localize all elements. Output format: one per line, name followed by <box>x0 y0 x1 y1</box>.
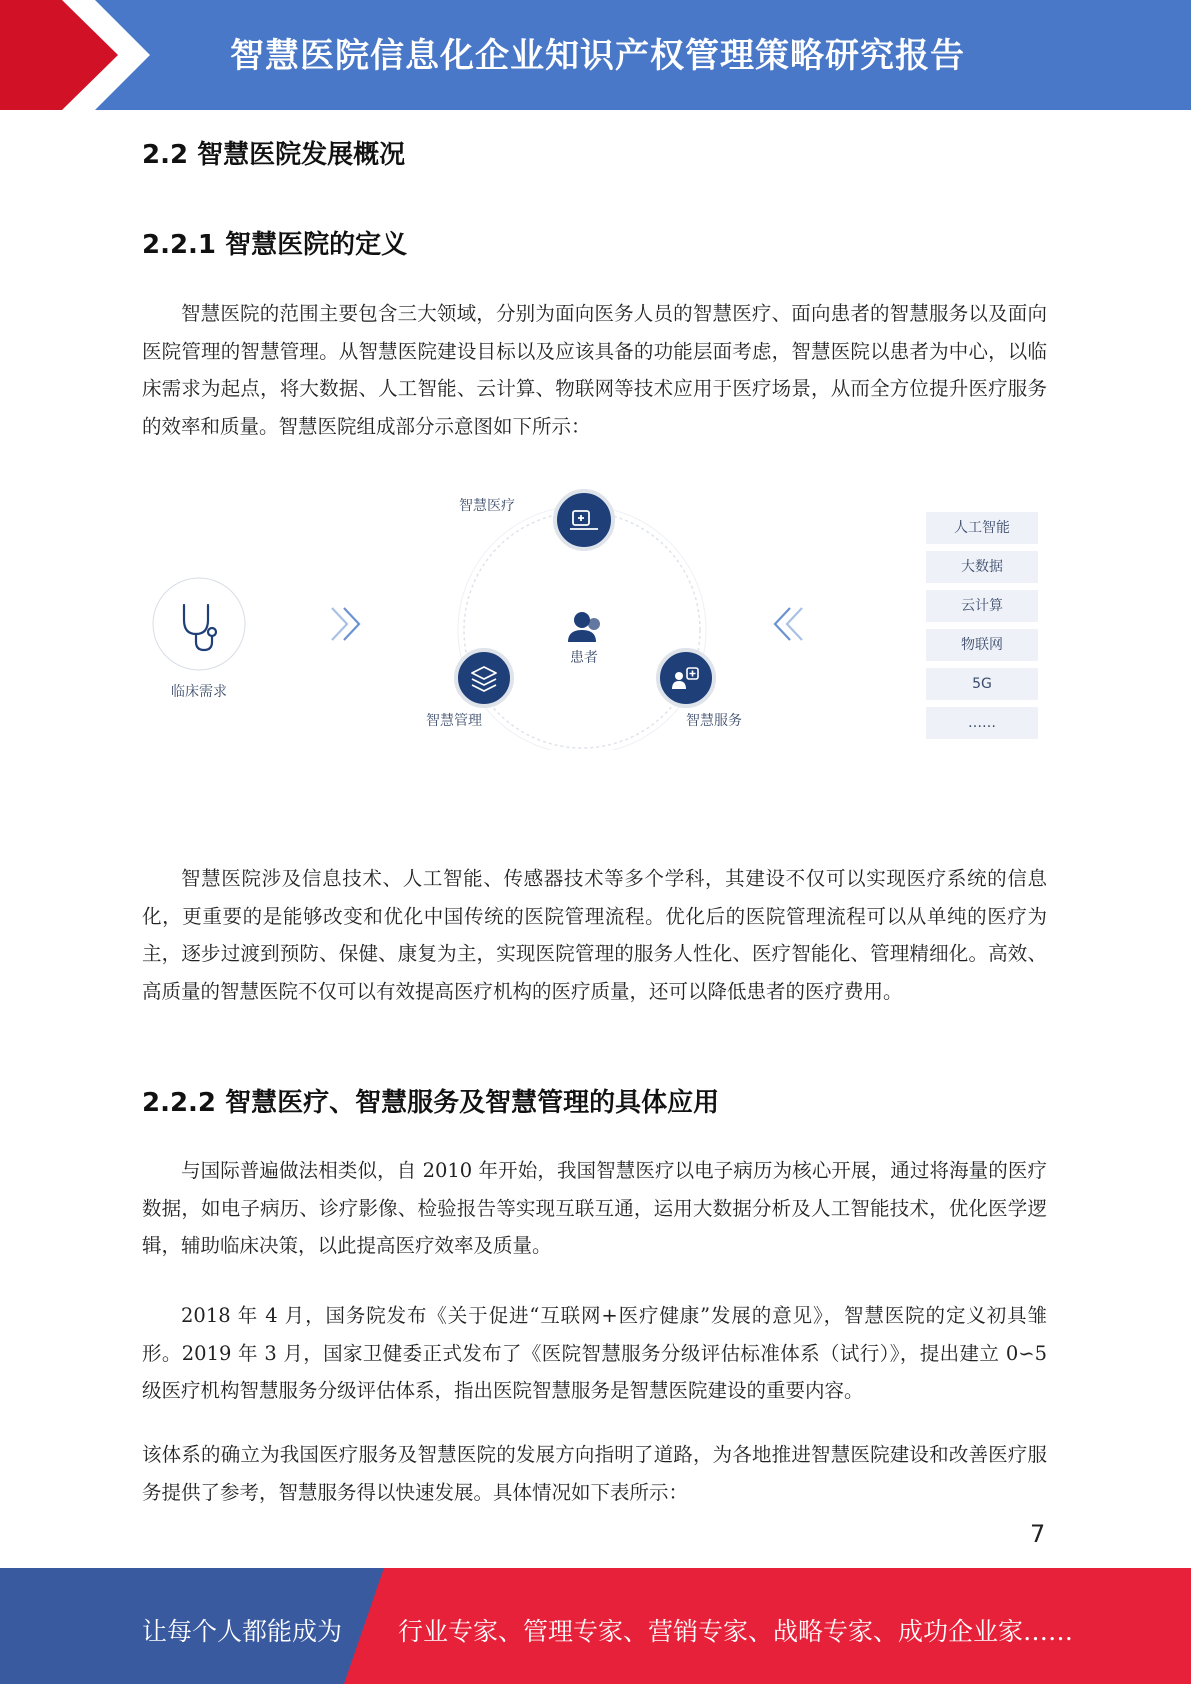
stethoscope-icon <box>184 605 216 650</box>
tech-item-cloud: 云计算 <box>926 590 1038 622</box>
double-arrow-right-icon <box>332 608 359 640</box>
tech-item-big-data: 大数据 <box>926 551 1038 583</box>
paragraph-emr: 与国际普遍做法相类似，自 2010 年开始，我国智慧医疗以电子病历为核心开展，通过将海量的医疗数据，如电子病历、诊疗影像、检验报告等实现互联互通，运用大数据分析及人工智能技术，优化医学逻辑，辅助临床决策，以此提高医疗效率及质量。 <box>142 1159 1047 1257</box>
smart-medical-label: 智慧医疗 <box>459 498 515 514</box>
paragraph-policy: 2018 年 4 月，国务院发布《关于促进“互联网+医疗健康”发展的意见》，智慧医院的定义初具雏形。2019 年 3 月，国家卫健委正式发布了《医院智慧服务分级评估标准体系（试行）》，提出建立 0∽5 级医疗机构智慧服务分级评估体系，指出医院智慧服务是智慧医院建设的重要内容。 <box>142 1304 1047 1402</box>
smart-hospital-diagram <box>142 470 1047 750</box>
footer-slogan-left: 让每个人都能成为 <box>142 1617 343 1646</box>
subsection-heading-applications: 2.2.2 智慧医疗、智慧服务及智慧管理的具体应用 <box>142 1088 720 1118</box>
tech-item-ai: 人工智能 <box>926 512 1038 544</box>
smart-management-label: 智慧管理 <box>426 713 482 729</box>
diagram-graphic <box>142 470 1047 750</box>
footer-slogan-right: 行业专家、管理专家、营销专家、战略专家、成功企业家…… <box>398 1617 1074 1646</box>
tech-item-more: …… <box>926 707 1038 739</box>
smart-service-node <box>658 650 714 706</box>
header-banner <box>0 0 1191 110</box>
clinical-need-label: 临床需求 <box>171 684 227 700</box>
tech-item-5g: 5G <box>926 668 1038 700</box>
smart-medical-node <box>555 491 613 549</box>
smart-service-label: 智慧服务 <box>686 713 742 729</box>
tech-item-iot: 物联网 <box>926 629 1038 661</box>
paragraph-disciplines: 智慧医院涉及信息技术、人工智能、传感器技术等多个学科，其建设不仅可以实现医疗系统的信息化，更重要的是能够改变和优化中国传统的医院管理流程。优化后的医院管理流程可以从单纯的医疗为主，逐步过渡到预防、保健、康复为主，实现医院管理的服务人性化、医疗智能化、管理精细化。高效、高质量的智慧医院不仅可以有效提高医疗机构的医疗质量，还可以降低患者的医疗费用。 <box>142 867 1047 1003</box>
paragraph-system: 该体系的确立为我国医疗服务及智慧医院的发展方向指明了道路，为各地推进智慧医院建设和改善医疗服务提供了参考，智慧服务得以快速发展。具体情况如下表所示： <box>142 1443 1047 1504</box>
subsection-heading-definition: 2.2.1 智慧医院的定义 <box>142 230 408 260</box>
double-arrow-left-icon <box>775 608 802 640</box>
patient-icon <box>568 612 600 642</box>
page-number: 7 <box>1030 1520 1046 1548</box>
paragraph-definition: 智慧医院的范围主要包含三大领域，分别为面向医务人员的智慧医疗、面向患者的智慧服务以及面向医院管理的智慧管理。从智慧医院建设目标以及应该具备的功能层面考虑，智慧医院以患者为中心，以临床需求为起点，将大数据、人工智能、云计算、物联网等技术应用于医疗场景，从而全方位提升医疗服务的效率和质量。智慧医院组成部分示意图如下所示： <box>142 302 1047 438</box>
patient-label: 患者 <box>570 650 598 666</box>
clinical-need-ring <box>153 578 245 670</box>
section-heading: 2.2 智慧医院发展概况 <box>142 140 406 170</box>
header-title: 智慧医院信息化企业知识产权管理策略研究报告 <box>230 36 965 76</box>
header-chevron-decoration <box>0 0 150 110</box>
